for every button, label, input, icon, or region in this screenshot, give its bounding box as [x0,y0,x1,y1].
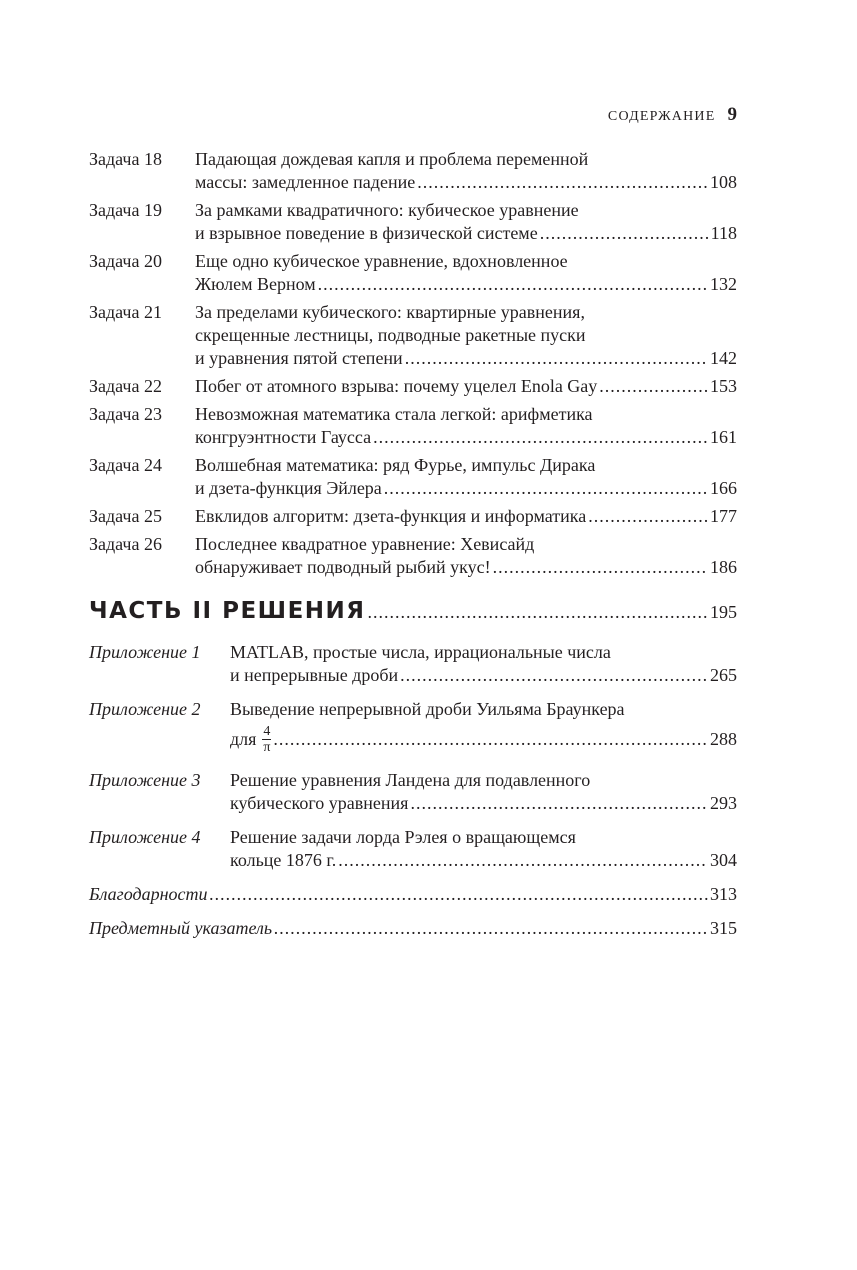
entry-title [195,505,737,528]
entry-title [195,533,737,579]
title-line [230,792,737,815]
title-text: Волшебная математика: ряд Фурье, импульс Дирака [195,455,596,475]
title-line [195,148,737,171]
dot-leader [274,917,708,940]
entry-title [195,375,737,398]
title-text: Решение уравнения Ландена для подавленного [230,770,591,790]
dot-leader [417,171,708,194]
dot-leader [368,597,708,627]
title-line [195,505,737,528]
title-text: массы: замедленное падение [195,172,416,192]
page-number: 195 [710,602,737,622]
title-line [195,171,737,194]
title-line [230,849,737,872]
entry-label: Задача 20 [89,251,162,271]
entry-title [195,250,737,296]
page-number: 166 [710,478,737,498]
entry-label: Приложение 1 [89,642,201,662]
dot-leader [384,477,708,500]
title-line [230,664,737,687]
title-line [230,769,737,792]
entry-title [230,769,737,815]
title-line [195,301,737,324]
appendix-entry[interactable] [89,698,737,758]
part-heading[interactable] [89,596,737,627]
dot-leader [405,347,708,370]
entry-title [195,454,737,500]
title-text: и взрывное поведение в физической системе [195,223,538,243]
fraction-denominator: π [263,740,271,755]
title-line [195,375,737,398]
entry-title [195,301,737,370]
title-text: Побег от атомного взрыва: почему уцелел Enola Gay [195,376,598,396]
part-title: ЧАСТЬ II РЕШЕНИЯ [89,598,366,624]
title-text: Евклидов алгоритм: дзета-функция и информатика [195,506,587,526]
entry-title [230,826,737,872]
title-text: кубического уравнения [230,793,409,813]
entry-title [195,199,737,245]
dot-leader [588,505,708,528]
title-text: Еще одно кубическое уравнение, вдохновленное [195,251,568,271]
problem-entry[interactable] [89,533,737,579]
title-text: обнаруживает подводный рыбий укус! [195,557,491,577]
title-line [195,222,737,245]
page-number: 132 [710,274,737,294]
page-number: 9 [727,104,737,125]
entry-label: Приложение 4 [89,827,201,847]
page-number: 315 [710,918,737,938]
problem-entry[interactable] [89,301,737,370]
running-head [608,104,737,126]
entry-label: Задача 26 [89,534,162,554]
entry-title [195,403,737,449]
appendix-entry[interactable] [89,826,737,872]
problem-entry[interactable] [89,454,737,500]
title-text: Выведение непрерывной дроби Уильяма Браункера [230,699,625,719]
dot-leader [400,664,708,687]
entry-title [230,698,737,758]
back-matter-entry[interactable] [89,883,737,906]
title-line [195,533,737,556]
back-matter-entry[interactable] [89,917,737,940]
entry-label: Приложение 2 [89,699,201,719]
title-text: Решение задачи лорда Рэлея о вращающемся [230,827,576,847]
page-number: 293 [710,793,737,813]
problem-entry[interactable] [89,199,737,245]
page-number: 265 [710,665,737,685]
dot-leader [540,222,709,245]
title-line [195,477,737,500]
entry-label: Задача 25 [89,506,162,526]
problem-entry[interactable] [89,403,737,449]
title-line [195,250,737,273]
dot-leader [410,792,708,815]
problem-entry[interactable] [89,375,737,398]
section-title: СОДЕРЖАНИЕ [607,109,716,124]
page-number: 186 [710,557,737,577]
title-text: и уравнения пятой степени [195,348,403,368]
title-text: Падающая дождевая капля и проблема переменной [195,149,589,169]
page-number: 177 [710,506,737,526]
title-line [195,403,737,426]
page-number: 118 [710,223,737,243]
title-line [195,199,737,222]
fraction-numerator: 4 [263,724,271,739]
title-text: Последнее квадратное уравнение: Хевисайд [195,534,535,554]
title-text: кольце 1876 г. [230,850,337,870]
title-line [230,641,737,664]
title-text: Невозможная математика стала легкой: арифметика [195,404,593,424]
page-number: 304 [710,850,737,870]
entry-title: Благодарности [89,884,208,904]
entry-label: Задача 22 [89,376,162,396]
dot-leader [318,273,708,296]
entry-title [230,641,737,687]
title-line [195,273,737,296]
title-text: За пределами кубического: квартирные уравнения, [195,302,585,322]
problem-entry[interactable] [89,505,737,528]
dot-leader [273,728,708,751]
title-text: За рамками квадратичного: кубическое уравнение [195,200,579,220]
title-line [230,721,737,758]
entry-label: Приложение 3 [89,770,201,790]
entry-label: Задача 21 [89,302,162,322]
title-text: для [230,729,257,749]
appendix-entry[interactable] [89,641,737,687]
title-line [195,324,737,347]
entry-label: Задача 23 [89,404,162,424]
title-text: скрещенные лестницы, подводные ракетные пуски [195,325,586,345]
page-number: 313 [710,884,737,904]
page-number: 142 [710,348,737,368]
fraction [262,724,271,755]
table-of-contents [89,148,737,951]
title-text: MATLAB, простые числа, иррациональные числа [230,642,611,662]
title-text: конгруэнтности Гаусса [195,427,372,447]
dot-leader [210,883,709,906]
title-line [195,426,737,449]
page-number: 108 [710,172,737,192]
dot-leader [373,426,708,449]
page-number: 288 [710,729,737,749]
entry-label: Задача 18 [89,149,162,169]
entry-label: Задача 24 [89,455,162,475]
title-line [230,826,737,849]
dot-leader [493,556,708,579]
title-text: и дзета-функция Эйлера [195,478,382,498]
appendix-entry[interactable] [89,769,737,815]
entry-title [195,148,737,194]
title-line [230,698,737,721]
dot-leader [599,375,708,398]
entry-label: Задача 19 [89,200,162,220]
title-line [195,556,737,579]
entry-title: Предметный указатель [89,918,273,938]
title-line [195,454,737,477]
problem-entry[interactable] [89,148,737,194]
title-text: и непрерывные дроби [230,665,399,685]
title-text: Жюлем Верном [195,274,316,294]
problem-entry[interactable] [89,250,737,296]
page-number: 153 [710,376,737,396]
title-line [195,347,737,370]
dot-leader [338,849,708,872]
page-number: 161 [710,427,737,447]
